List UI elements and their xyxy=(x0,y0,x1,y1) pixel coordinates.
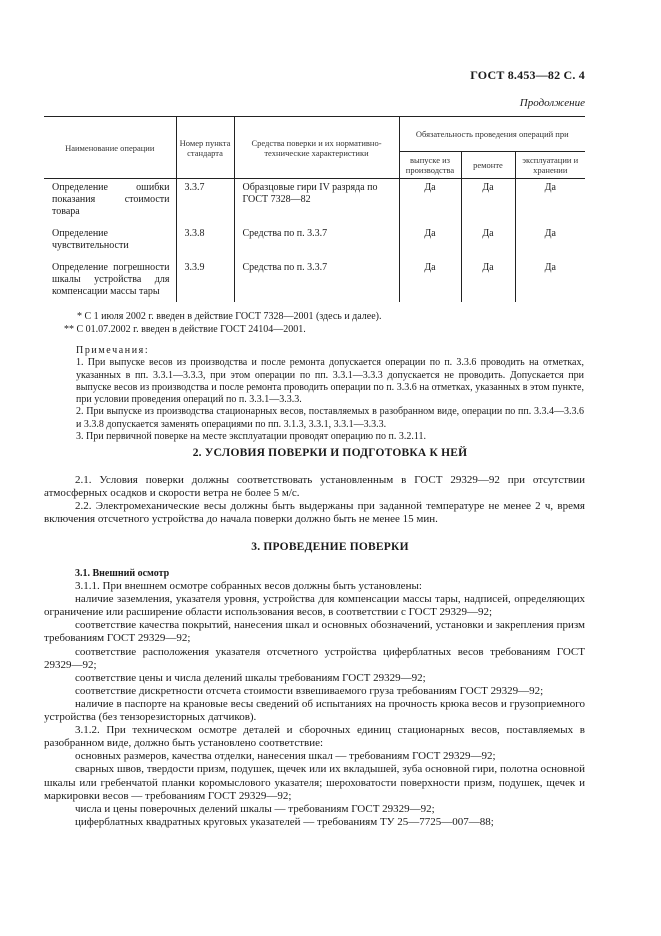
section-3-title: 3. ПРОВЕДЕНИЕ ПОВЕРКИ xyxy=(251,541,409,553)
cell-operation: Определение ошибки показания стоимости товара xyxy=(44,179,176,226)
header-mandatory: Обязательность проведения операций при xyxy=(399,117,585,152)
paragraph: основных размеров, качества отделки, нанесения шкал — требованиям ГОСТ 29329—92; xyxy=(75,750,496,763)
section-3-body xyxy=(44,567,585,829)
running-head: ГОСТ 8.453—82 С. 4 xyxy=(470,68,585,82)
section-2-body xyxy=(44,474,585,526)
cell-release: Да xyxy=(399,179,461,226)
header-service: эксплуатации и хранении xyxy=(515,152,585,179)
note-item: 3. При первичной поверке на месте эксплуатации проводят операцию по п. 3.2.11. xyxy=(76,431,426,443)
table-row xyxy=(44,225,585,259)
cell-operation: Определение погрешности шкалы устройства для компенсации массы тары xyxy=(44,259,176,302)
cell-repair: Да xyxy=(461,179,515,226)
section-2-title: 2. УСЛОВИЯ ПОВЕРКИ И ПОДГОТОВКА К НЕЙ xyxy=(192,447,468,459)
paragraph: 3.1.2. При техническом осмотре деталей и сборочных единиц стационарных весов, поставляемых в разобранном виде, должно быть установлено соответствие: xyxy=(44,724,585,750)
header-operation: Наименование операции xyxy=(44,117,176,179)
cell-clause: 3.3.8 xyxy=(176,225,234,259)
cell-release: Да xyxy=(399,225,461,259)
footnote: ** С 01.07.2002 г. введен в действие ГОСТ 24104—2001. xyxy=(64,324,306,335)
paragraph: соответствие расположения указателя отсчетного устройства циферблатных весов требованиям ГОСТ 29329—92; xyxy=(44,645,585,671)
paragraph: соответствие цены и числа делений шкалы требованиям ГОСТ 29329—92; xyxy=(75,671,426,684)
footnotes xyxy=(64,310,382,336)
cell-clause: 3.3.9 xyxy=(176,259,234,302)
cell-service: Да xyxy=(515,179,585,226)
cell-repair: Да xyxy=(461,259,515,302)
cell-service: Да xyxy=(515,259,585,302)
continuation-label: Продолжение xyxy=(519,97,585,109)
cell-operation: Определение чувствительности xyxy=(44,225,176,259)
table-row xyxy=(44,259,585,302)
header-release: выпуске из производства xyxy=(399,152,461,179)
notes-heading: Примечания: xyxy=(76,345,150,356)
cell-means: Средства по п. 3.3.7 xyxy=(234,259,399,302)
header-means: Средства поверки и их нормативно-технические характеристики xyxy=(234,117,399,179)
cell-release: Да xyxy=(399,259,461,302)
note-item: 2. При выпуске из производства стационарных весов, поставляемых в разобранном виде, операции по пп. 3.3.4—3.3.6 и 3.3.8 допускается заменять операциями по пп. 3.1.3, 3.3.1, 3.3.1—3.3.3. xyxy=(76,406,584,430)
operations-table xyxy=(44,116,585,302)
paragraph: наличие заземления, указателя уровня, устройства для компенсации массы тары, надписей, определяющих ограничение или расширение области использования весов, в соответствии с ГОСТ 29329—92; xyxy=(44,593,585,619)
paragraph: соответствие дискретности отсчета стоимости взвешиваемого груза требованиям ГОСТ 29329—92; xyxy=(75,684,544,697)
note-item: 1. При выпуске весов из производства и после ремонта допускается операции по п. 3.3.6 проводить на отметках, указанных в пп. 3.3.1—3.3.3, при этом операции по пп. 3.3.1—3.3.3 допускается не проводить. Допускается при выпуске весов из производства и после ремонта проводить операции по п. 3.3.6 на отметках, указанных в этом пункте, при условии проведения операций по п. 3.3.1—3.3.3. xyxy=(76,357,584,406)
header-clause: Номер пункта стандарта xyxy=(176,117,234,179)
paragraph: 2.1. Условия поверки должны соответствовать установленным в ГОСТ 29329—92 при отсутствии атмосферных осадков и скорости ветра не более 5 м/с. xyxy=(44,474,585,500)
table-row xyxy=(44,179,585,226)
cell-means: Образцовые гири IV разряда по ГОСТ 7328—82 xyxy=(234,179,399,226)
paragraph: 3.1.1. При внешнем осмотре собранных весов должны быть установлены: xyxy=(75,580,422,593)
paragraph: наличие в паспорте на крановые весы сведений об испытаниях на прочность крюка весов и грузоприемного устройства (без тензорезисторных датчиков). xyxy=(44,697,585,724)
paragraph: сварных швов, твердости призм, подушек, щечек или их вкладышей, зуба основной гири, полотна основной шкалы или гребенчатой планки коромыслового указателя; шероховатости поверхности призм, подушек, щечек и маркировки весов — требованиям ГОСТ 29329—92; xyxy=(44,763,585,802)
cell-means: Средства по п. 3.3.7 xyxy=(234,225,399,259)
paragraph: циферблатных квадратных круговых указателей — требованиям ТУ 25—7725—007—88; xyxy=(75,815,494,828)
cell-clause: 3.3.7 xyxy=(176,179,234,226)
notes-block xyxy=(76,345,584,443)
header-repair: ремонте xyxy=(461,152,515,179)
paragraph: соответствие качества покрытий, нанесения шкал и основных обозначений, установки и закрепления призм требованиям ГОСТ 29329—92; xyxy=(44,619,585,645)
paragraph: 2.2. Электромеханические весы должны быть выдержаны при заданной температуре не менее 2 ч, время включения отсчетного устройства до начала поверки должно быть не менее 15 мин. xyxy=(44,500,585,526)
subsection-heading: 3.1. Внешний осмотр xyxy=(75,568,170,579)
cell-repair: Да xyxy=(461,225,515,259)
paragraph: числа и цены поверочных делений шкалы — требованиям ГОСТ 29329—92; xyxy=(75,802,435,815)
cell-service: Да xyxy=(515,225,585,259)
footnote: * С 1 июля 2002 г. введен в действие ГОСТ 7328—2001 (здесь и далее). xyxy=(77,311,382,322)
